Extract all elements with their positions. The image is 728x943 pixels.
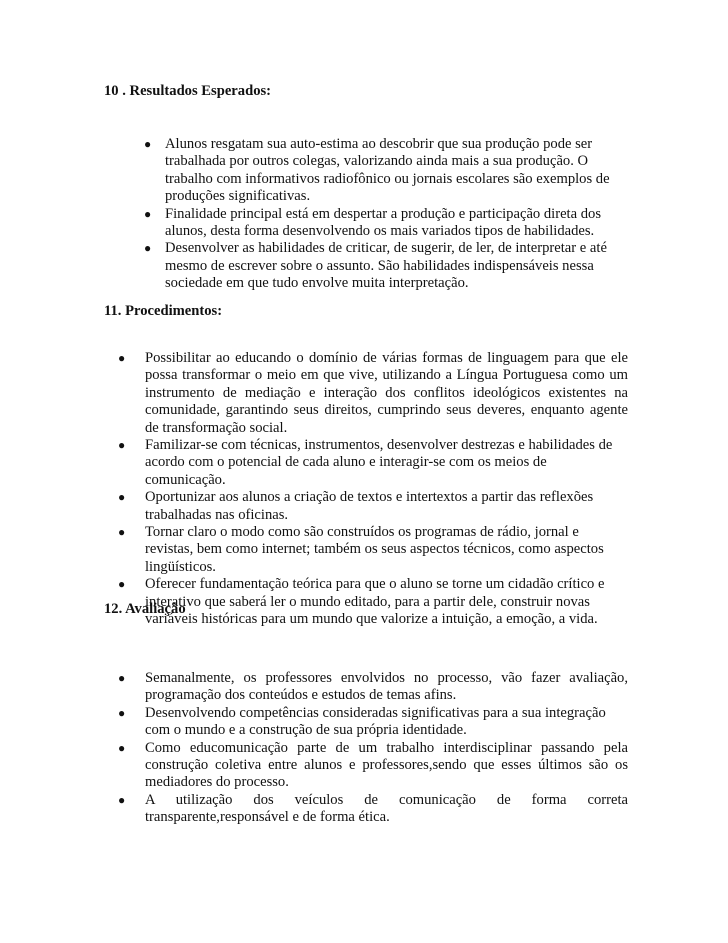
bullet-icon: ● [118,490,126,505]
bullet-icon: ● [118,740,126,755]
list-item [118,437,628,489]
section-11-list [118,350,628,629]
list-item-text: Possibilitar ao educando o domínio de várias formas de linguagem para que ele possa transformar o meio em que vive, utilizando a Língua Portuguesa como um instrumento de mediação e interação dos conflitos ideológicos existentes na comunidade, garantindo seus direitos, cumprindo seus deveres, enquanto agente de transformação social. [145,350,628,436]
list-item-text: Desenvolvendo competências consideradas significativas para a sua integração com o mundo e a construção de sua própria identidade. [145,704,606,739]
list-item [118,524,628,576]
list-item [118,791,628,827]
bullet-icon: ● [118,577,126,592]
bullet-icon: ● [144,206,152,221]
list-item-text: Tornar claro o modo como são construídos os programas de rádio, jornal e revistas, bem como internet; também os seus aspectos técnicos, como aspectos lingüísticos. [145,524,604,575]
bullet-icon: ● [118,671,126,685]
list-item [118,489,628,524]
list-item-text: Finalidade principal está em despertar a produção e participação direta dos alunos, desta forma desenvolvendo os mais variados tipos de habilidades. [165,205,602,240]
list-item [118,704,628,740]
section-10-list [144,136,617,293]
list-item [118,350,628,437]
bullet-icon: ● [118,525,126,540]
bullet-icon: ● [144,241,152,256]
list-item-text: Como educomunicação parte de um trabalho interdisciplinar passando pela construção coletiva entre alunos e professores,sendo que esses últimos são os mediadores do processo. [145,739,628,791]
list-item-text: Oportunizar aos alunos a criação de textos e intertextos a partir das reflexões trabalhadas nas oficinas. [145,489,594,523]
list-item-text: Oferecer fundamentação teórica para que o aluno se torne um cidadão crítico e interativo que saberá ler o mundo editado, para a partir dele, construir novas variáveis históricas para um mundo que valorize a intuição, a emoção, a vida. [145,576,605,628]
list-item-text: Semanalmente, os professores envolvidos no processo, vão fazer avaliação, programação dos conteúdos e estudos de temas afins. [145,670,628,704]
bullet-icon: ● [144,137,152,151]
list-item [144,136,617,206]
list-item [144,205,617,241]
list-item [144,240,617,292]
list-item-text: A utilização dos veículos de comunicação de forma correta transparente,responsável e de forma ética. [145,791,628,826]
section-12-list [118,670,628,827]
section-11-heading: 11. Procedimentos: [104,303,223,319]
bullet-icon: ● [118,705,126,720]
list-item-text: Alunos resgatam sua auto-estima ao descobrir que sua produção pode ser trabalhada por outros colegas, valorizando ainda mais a sua produção. O trabalho com informativos radiofônico ou jornais escolares são exemplos de produções significativas. [165,136,610,205]
bullet-icon: ● [118,792,126,807]
bullet-icon: ● [118,351,126,365]
section-12-heading: 12. Avaliação [104,601,186,617]
list-item [118,739,628,792]
bullet-icon: ● [118,438,126,453]
list-item-text: Familizar-se com técnicas, instrumentos, desenvolver destrezas e habilidades de acordo com o potencial de cada aluno e interagir-se com os meios de comunicação. [145,437,613,488]
list-item [118,670,628,705]
list-item [118,576,628,628]
list-item-text: Desenvolver as habilidades de criticar, de sugerir, de ler, de interpretar e até mesmo de escrever sobre o assunto. São habilidades indispensáveis nessa sociedade em que tudo envolve muita interpretação. [165,240,607,292]
section-10-heading: 10 . Resultados Esperados: [104,83,272,99]
